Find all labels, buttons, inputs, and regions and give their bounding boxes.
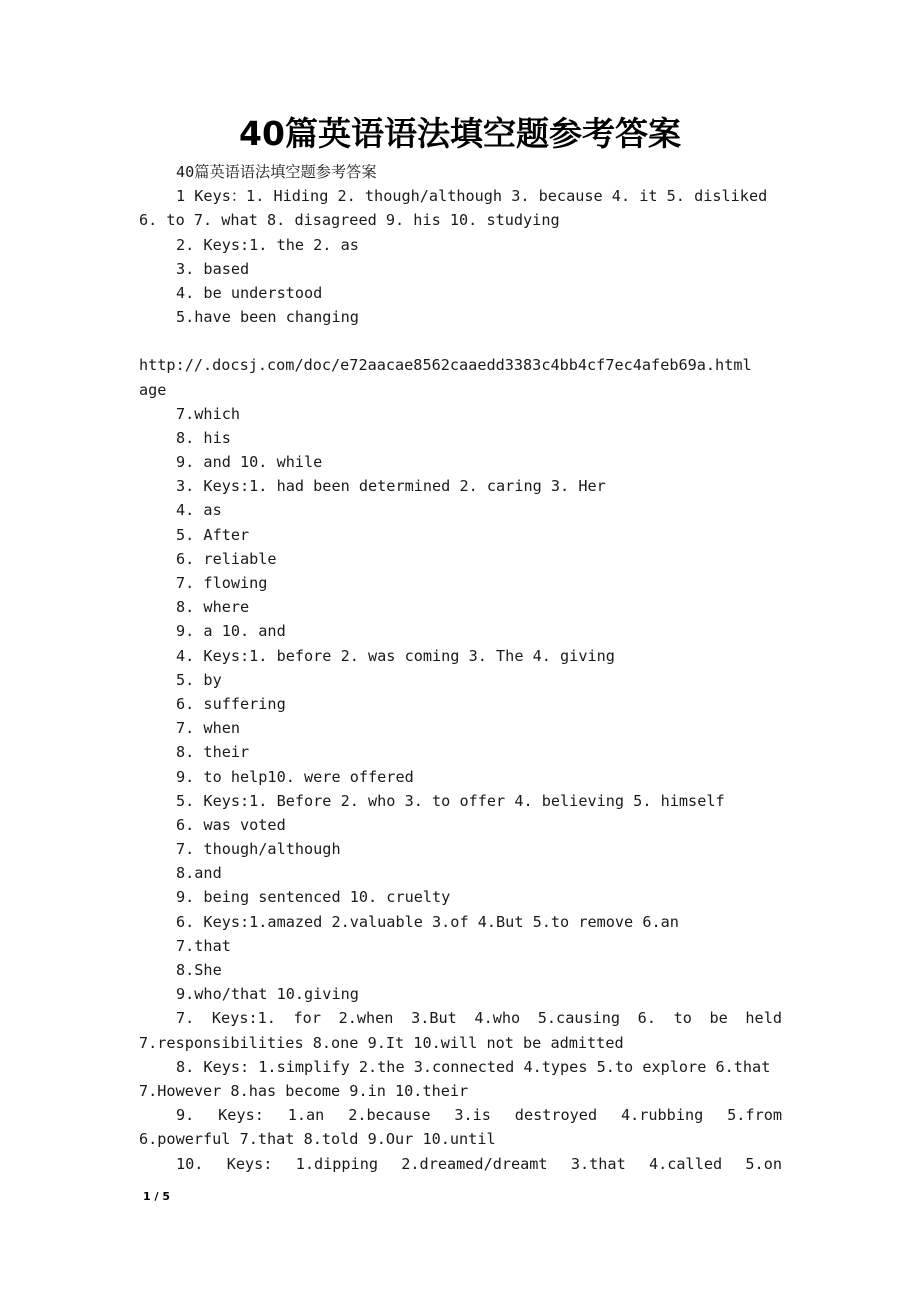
subtitle-line: 40篇英语语法填空题参考答案 xyxy=(176,163,377,181)
text-line: 7. flowing xyxy=(176,574,268,592)
page-number: 1 / 5 xyxy=(143,1190,170,1203)
text-line: 6. suffering xyxy=(176,694,286,713)
text-line: 8.and xyxy=(176,864,222,883)
text-line: 9. to help10. were offered xyxy=(176,767,414,786)
text-line: 6. was voted xyxy=(176,815,286,834)
text-line: 7.that xyxy=(176,936,231,955)
text-line: 7. though/although xyxy=(176,840,341,859)
text-line: 4. as xyxy=(176,501,222,520)
text-line: 7. when xyxy=(176,719,241,738)
text-line: 7.responsibilities 8.one 9.It 10.will not be admitted xyxy=(139,1033,624,1052)
text-line: 8. where xyxy=(176,598,250,617)
text-line: age xyxy=(139,380,167,399)
text-line: 7.However 8.has become 9.in 10.their xyxy=(139,1081,469,1100)
source-url: http://.docsj.com/doc/e72aacae8562caaedd3383c4bb4cf7ec4afeb69a.html xyxy=(139,356,752,375)
text-line: 5. Keys:1. Before 2. who 3. to offer 4. believing 5. himself xyxy=(176,791,725,810)
text-line: 7.which xyxy=(176,404,241,423)
text-line: 9. Keys: 1.an 2.because 3.is destroyed 4.rubbing 5.from xyxy=(176,1106,782,1125)
text-line: 3. based xyxy=(176,259,250,278)
blank-line xyxy=(139,329,782,353)
text-line: 9. being sentenced 10. cruelty xyxy=(176,888,451,907)
text-line: 9. a 10. and xyxy=(176,622,286,641)
text-line: 9. and 10. while xyxy=(176,453,323,472)
text-line: 8. his xyxy=(176,428,231,447)
text-line: 8. Keys: 1.simplify 2.the 3.connected 4.types 5.to explore 6.that xyxy=(176,1057,771,1076)
text-line: 9.who/that 10.giving xyxy=(176,985,359,1004)
text-line: 5. by xyxy=(176,670,222,689)
text-line: 5.have been changing xyxy=(176,308,359,327)
text-line: 4. Keys:1. before 2. was coming 3. The 4. giving xyxy=(176,646,615,665)
text-line: 10. Keys: 1.dipping 2.dreamed/dreamt 3.that 4.called 5.on xyxy=(176,1154,782,1173)
page-title: 40篇英语语法填空题参考答案 xyxy=(239,114,681,153)
text-line: 6. to 7. what 8. disagreed 9. his 10. studying xyxy=(139,211,560,230)
text-line: 6.powerful 7.that 8.told 9.Our 10.until xyxy=(139,1130,496,1149)
text-line: 6. reliable xyxy=(176,549,277,568)
text-line: 7. Keys:1. for 2.when 3.But 4.who 5.causing 6. to be held xyxy=(176,1009,782,1028)
text-line: 2. Keys:1. the 2. as xyxy=(176,235,359,254)
text-line: 8.She xyxy=(176,961,222,979)
text-line: 3. Keys:1. had been determined 2. caring 3. Her xyxy=(176,477,606,496)
text-line: 8. their xyxy=(176,743,250,762)
text-line: 4. be understood xyxy=(176,283,323,302)
text-line: 6. Keys:1.amazed 2.valuable 3.of 4.But 5.to remove 6.an xyxy=(176,912,679,931)
text-line: 5. After xyxy=(176,525,250,544)
answer-key-body xyxy=(139,160,782,1176)
text-line: 1 Keys：1. Hiding 2. though/although 3. because 4. it 5. disliked xyxy=(176,187,768,206)
